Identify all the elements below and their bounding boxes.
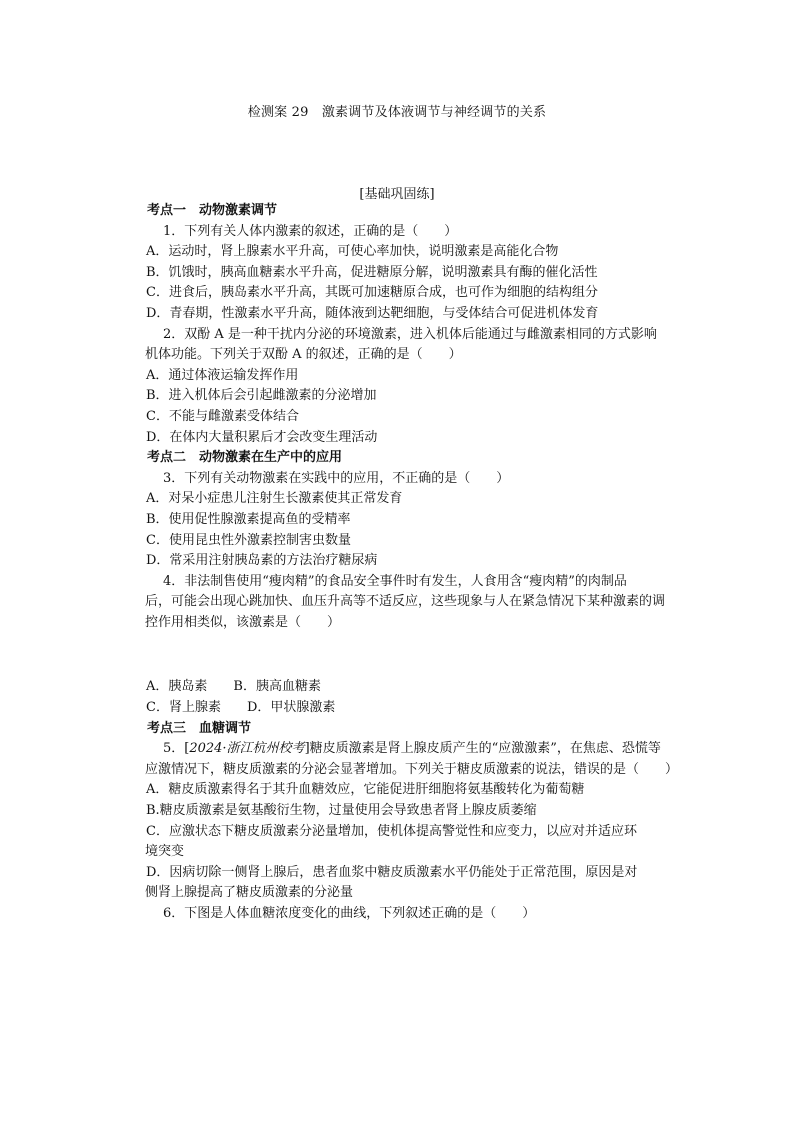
question-2-option-c: C．不能与雌激素受体结合	[146, 408, 299, 424]
question-5-stem-text: ]糖皮质激素是肾上腺皮质产生的“应激激素”，在焦虑、恐慌等	[304, 741, 661, 757]
question-4-stem-line-2: 后，可能会出现心跳加快、血压升高等不适反应，这些现象与人在紧急情况下某种激素的调	[145, 594, 666, 610]
question-3-option-b: B．使用促性腺激素提高鱼的受精率	[146, 511, 351, 527]
topic-heading-1: 考点一 动物激素调节	[147, 203, 278, 218]
question-4-stem-line-3: 控作用相类似，该激素是（ ）	[145, 614, 341, 630]
question-5-stem-line-2: 应激情况下，糖皮质激素的分泌会显著增加。下列关于糖皮质激素的说法，错误的是（ ）	[145, 761, 679, 777]
question-4-stem-line-1: 4．非法制售使用“瘦肉精”的食品安全事件时有发生，人食用含“瘦肉精”的肉制品	[163, 573, 627, 589]
question-2-option-d: D．在体内大量积累后才会改变生理活动	[146, 429, 378, 445]
question-2-stem-line-1: 2．双酚 A 是一种干扰内分泌的环境激素，进入机体后能通过与雌激素相同的方式影响	[163, 326, 657, 342]
question-5-option-b: B.糖皮质激素是氨基酸衍生物，过量使用会导致患者肾上腺皮质萎缩	[146, 803, 537, 819]
question-5-stem-line-1	[145, 739, 681, 760]
question-5-option-d-line-2: 侧肾上腺提高了糖皮质激素的分泌量	[145, 885, 354, 901]
question-3-option-d: D．常采用注射胰岛素的方法治疗糖尿病	[146, 553, 378, 569]
question-3-stem: 3．下列有关动物激素在实践中的应用，不正确的是（ ）	[163, 470, 510, 486]
topic-heading-2: 考点二 动物激素在生产中的应用	[147, 450, 343, 466]
question-5-option-a: A．糖皮质激素得名于其升血糖效应，它能促进肝细胞将氨基酸转化为葡萄糖	[146, 782, 585, 798]
question-2-stem-line-2: 机体功能。下列关于双酚 A 的叙述，正确的是（ ）	[145, 347, 462, 363]
question-3-option-a: A．对呆小症患儿注射生长激素使其正常发育	[146, 491, 403, 507]
question-6-stem: 6．下图是人体血糖浓度变化的曲线，下列叙述正确的是（ ）	[163, 906, 536, 921]
question-body	[145, 201, 681, 925]
question-2-option-b: B．进入机体后会引起雌激素的分泌增加	[146, 388, 377, 404]
section-heading: [基础巩固练]	[359, 187, 435, 202]
question-5-source: 2024·浙江杭州校考	[189, 741, 305, 757]
question-1-option-b: B．饥饿时，胰高血糖素水平升高，促进糖原分解，说明激素具有酶的催化活性	[146, 264, 598, 280]
question-1-option-a: A．运动时，肾上腺素水平升高，可使心率加快，说明激素是高能化合物	[146, 244, 559, 260]
question-5-option-c-line-2: 境突变	[145, 844, 185, 860]
blank-space	[145, 633, 681, 677]
topic-heading-3: 考点三 血糖调节	[147, 720, 252, 736]
question-4-options-cd: C．肾上腺素 D．甲状腺激素	[146, 700, 336, 716]
question-5-option-c-line-1: C．应激状态下糖皮质激素分泌量增加，使机体提高警觉性和应变力，以应对并适应环	[146, 823, 637, 839]
question-1-option-c: C．进食后，胰岛素水平升高，其既可加速糖原合成，也可作为细胞的结构组分	[146, 285, 598, 301]
question-2-option-a: A．通过体液运输发挥作用	[146, 367, 299, 383]
question-5-number: 5．[	[163, 741, 190, 757]
question-1-option-d: D．青春期，性激素水平升高，随体液到达靶细胞，与受体结合可促进机体发育	[146, 305, 599, 321]
question-4-options-ab: A．胰岛素 B．胰高血糖素	[146, 679, 321, 695]
page-title: 检测案 29 激素调节及体液调节与神经调节的关系	[247, 105, 547, 120]
question-3-option-c: C．使用昆虫性外激素控制害虫数量	[146, 532, 351, 548]
question-1-stem: 1．下列有关人体内激素的叙述，正确的是（ ）	[163, 223, 458, 239]
question-5-option-d-line-1: D．因病切除一侧肾上腺后，患者血浆中糖皮质激素水平仍能处于正常范围，原因是对	[146, 864, 638, 880]
